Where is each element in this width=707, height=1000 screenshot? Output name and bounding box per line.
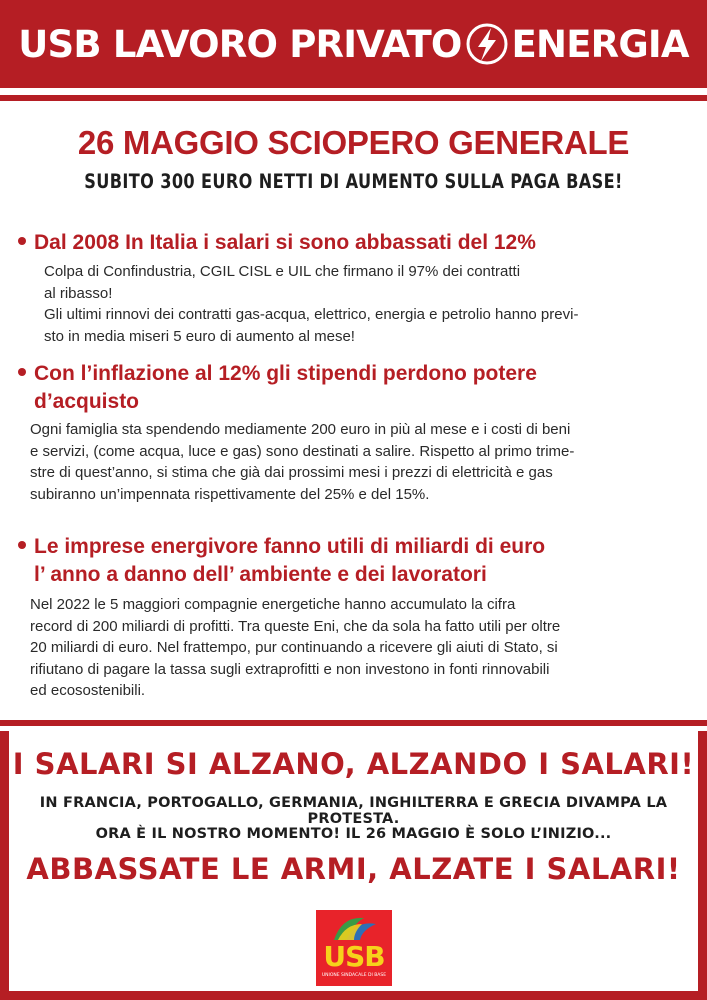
bullet-dot-icon (18, 368, 26, 376)
bullet-1-line: Gli ultimi rinnovi dei contratti gas-acqua, elettrico, energia e petrolio hanno previ- (44, 306, 579, 323)
bullet-3-line: Nel 2022 le 5 maggiori compagnie energetiche hanno accumulato la cifra (30, 596, 516, 613)
bullet-heading-3-line1: Le imprese energivore fanno utili di miliardi di euro (34, 535, 546, 558)
bullet-3-line: 20 miliardi di euro. Nel frattempo, pur continuando a ricevere gli aiuti di Stato, si (30, 639, 558, 656)
lightning-bolt-icon (464, 21, 510, 67)
bullet-1-line: al ribasso! (44, 284, 113, 302)
bullet-2-line: e servizi, (come acqua, luce e gas) sono destinati a salire. Rispetto al primo trime- (30, 442, 575, 460)
bullet-heading-3-line2: l’ anno a danno dell’ ambiente e dei lavoratori (34, 563, 487, 586)
logo-text: USB (323, 940, 385, 973)
footer-line-1: IN FRANCIA, PORTOGALLO, GERMANIA, INGHILTERRA E GRECIA DIVAMPA LA PROTESTA. (39, 795, 668, 827)
bullet-2-line: subiranno un’impennata rispettivamente del 25% e del 15%. (30, 485, 430, 503)
footer-slogan-closing: ABBASSATE LE ARMI, ALZATE I SALARI! (26, 852, 681, 886)
bullet-heading-3 (18, 533, 688, 589)
bullet-1-line: sto in media miseri 5 euro di aumento al mese! (44, 327, 355, 345)
bullet-body-1 (44, 261, 684, 347)
bullet-3-line: rifiutano di pagare la tassa sugli extraprofitti e non investono in fonti rinnovabili (30, 660, 550, 678)
usb-logo (316, 910, 392, 986)
bullet-heading-2-line2: d’acquisto (34, 390, 140, 413)
header-title-right: ENERGIA (511, 22, 689, 66)
bullet-2-line: stre di quest’anno, si stima che già dai prossimi mesi i prezzi di elettricità e gas (30, 464, 553, 481)
page-subtitle: SUBITO 300 EURO NETTI DI AUMENTO SULLA PAGA BASE! (84, 170, 623, 193)
header-title-left: USB LAVORO PRIVATO (18, 22, 462, 66)
bullet-3-line: record di 200 miliardi di profitti. Tra queste Eni, che da sola ha fatto utili per oltre (30, 617, 561, 635)
header-title (0, 14, 707, 74)
bullet-heading-2 (18, 360, 688, 416)
bullet-heading-1-text: Dal 2008 In Italia i salari si sono abbassati del 12% (34, 231, 536, 254)
bullet-body-2 (30, 419, 690, 505)
footer-line-2: ORA È IL NOSTRO MOMENTO! IL 26 MAGGIO È SOLO L’INIZIO... (95, 826, 612, 842)
page-title: 26 MAGGIO SCIOPERO GENERALE (77, 124, 630, 161)
bullet-1-line: Colpa di Confindustria, CGIL CISL e UIL che firmano il 97% dei contratti (44, 263, 521, 280)
bullet-body-3 (30, 594, 690, 702)
bullet-heading-1 (18, 229, 536, 257)
bullet-heading-2-line1: Con l’inflazione al 12% gli stipendi perdono potere (34, 362, 537, 385)
bullet-3-line: ed ecosostenibili. (30, 682, 146, 699)
bullet-dot-icon (18, 541, 26, 549)
footer-divider (0, 720, 707, 726)
bullet-dot-icon (18, 237, 26, 245)
bullet-2-line: Ogni famiglia sta spendendo mediamente 200 euro in più al mese e i costi di beni (30, 421, 571, 438)
logo-subtext: UNIONE SINDACALE DI BASE (321, 973, 387, 978)
footer-slogan-main: I SALARI SI ALZANO, ALZANDO I SALARI! (12, 747, 695, 781)
